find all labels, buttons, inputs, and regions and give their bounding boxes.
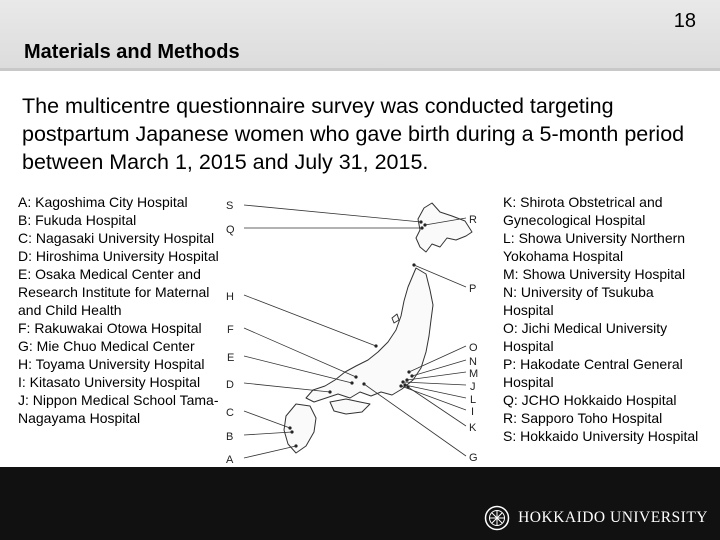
label-c: C [226, 407, 234, 419]
shikoku-outline [330, 399, 370, 414]
hospital-item-s: S: Hokkaido University Hospital [503, 428, 699, 444]
hospital-item-b: B: Fukuda Hospital [18, 212, 137, 228]
label-b: B [226, 431, 234, 443]
hospital-item-c: C: Nagasaki University Hospital [18, 230, 215, 246]
label-g: G [469, 452, 478, 464]
hospital-item-i: I: Kitasato University Hospital [18, 374, 201, 390]
japan-map [222, 185, 504, 467]
label-s: S [226, 200, 234, 212]
label-r: R [469, 214, 477, 226]
hospital-item-r: R: Sapporo Toho Hospital [503, 410, 663, 426]
label-i: I [471, 406, 475, 418]
hospital-item-d: D: Hiroshima University Hospital [18, 248, 219, 264]
label-a: A [226, 454, 234, 466]
university-logo [484, 505, 708, 531]
japan-outline [284, 203, 475, 453]
hospital-item-j: J: Nippon Medical School Tama-Nagayama Hospital [18, 392, 219, 426]
label-d: D [226, 379, 234, 391]
section-title: Materials and Methods [24, 41, 240, 63]
label-n: N [469, 356, 477, 368]
label-o: O [469, 342, 478, 354]
hospital-item-e: E: Osaka Medical Center and Research Institute for Maternal and Child Health [18, 266, 210, 318]
hospital-item-m: M: Showa University Hospital [503, 266, 686, 282]
label-e: E [227, 352, 235, 364]
label-q: Q [226, 224, 235, 236]
hospital-item-p: P: Hakodate Central General Hospital [503, 356, 683, 390]
leader-d [244, 383, 330, 392]
hokkaido-outline [416, 203, 472, 252]
hospital-item-q: Q: JCHO Hokkaido Hospital [503, 392, 677, 408]
hospital-item-o: O: Jichi Medical University Hospital [503, 320, 668, 354]
hospital-item-l: L: Showa University Northern Yokohama Hospital [503, 230, 686, 264]
hospital-list-left [18, 193, 228, 427]
label-p: P [469, 283, 477, 295]
hospital-list-right [503, 193, 708, 445]
hospital-item-f: F: Rakuwakai Otowa Hospital [18, 320, 202, 336]
leader-a [244, 446, 296, 458]
leader-c [244, 411, 290, 428]
hospital-item-h: H: Toyama University Hospital [18, 356, 205, 372]
label-m: M [469, 368, 479, 380]
sado-island [392, 314, 399, 323]
label-l: L [470, 394, 477, 406]
label-j: J [470, 381, 476, 393]
leader-s [244, 205, 421, 222]
page-number: 18 [673, 10, 696, 32]
hospital-item-a: A: Kagoshima City Hospital [18, 194, 188, 210]
intro-paragraph: The multicentre questionnaire survey was conducted targeting postpartum Japanese women who gave birth during a 5-month period between March 1, 2015 and July 31, 2015. [22, 94, 685, 174]
honshu-outline [306, 268, 433, 402]
hospital-item-k: K: Shirota Obstetrical and Gynecological Hospital [503, 194, 663, 228]
label-k: K [469, 422, 477, 434]
label-h: H [226, 291, 234, 303]
hospital-item-n: N: University of Tsukuba Hospital [503, 284, 654, 318]
hospital-item-g: G: Mie Chuo Medical Center [18, 338, 195, 354]
leader-i [401, 386, 466, 410]
header-divider [0, 68, 720, 71]
label-f: F [227, 324, 234, 336]
leader-e [244, 356, 352, 383]
university-name: HOKKAIDO UNIVERSITY [518, 509, 708, 526]
leader-h [244, 295, 376, 346]
university-crest-icon [484, 505, 510, 531]
leader-j [403, 382, 466, 385]
